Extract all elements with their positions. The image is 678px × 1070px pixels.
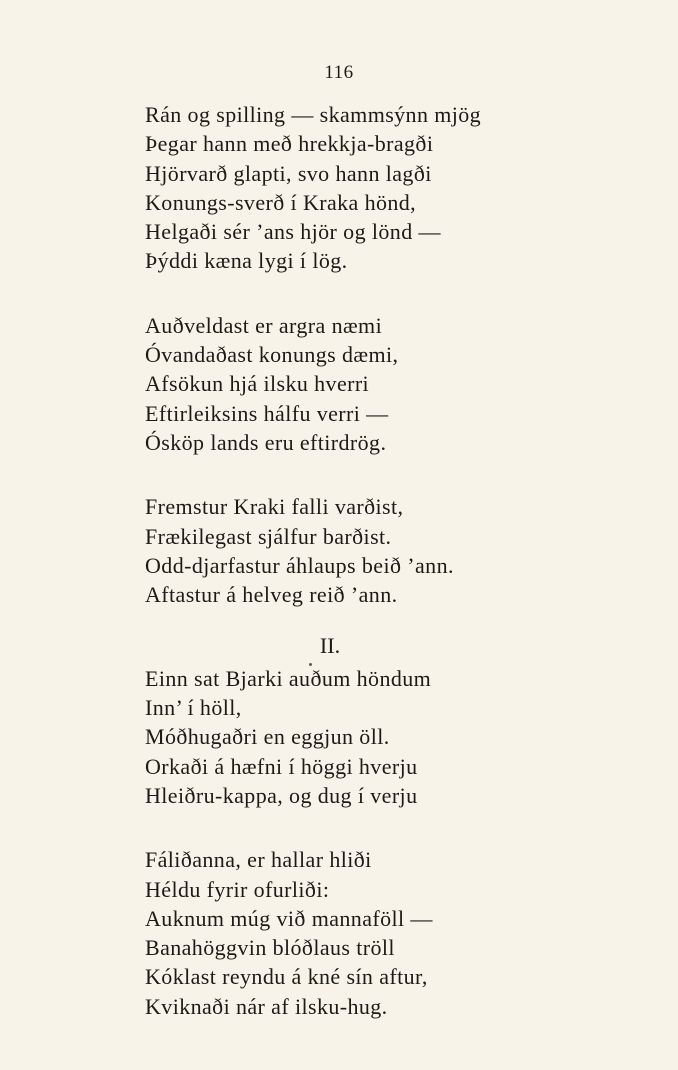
poem-line: Helgaði sér ’ans hjör og lönd — [145,219,441,245]
poem-line: Þýddi kæna lygi í lög. [145,248,348,274]
poem-line: Einn sat Bjarki auðum höndum [145,665,432,691]
stanza-4 [145,664,565,810]
stanza-5 [145,845,565,1021]
poem-line: Afsökun hjá ilsku hverri [145,371,370,397]
poem-line: Kóklast reyndu á kné sín aftur, [145,964,428,990]
poem-line: Óvandaðast konungs dæmi, [145,342,399,368]
poem-line: Odd-djarfastur áhlaups beið ’ann. [145,552,454,578]
page-number: 116 [324,62,354,83]
poem-line: Héldu fyrir ofurliði: [145,876,330,902]
poem-line: Hleiðru-kappa, og dug í verju [145,782,418,808]
stanza-2 [145,311,565,457]
poem-line: Aftastur á helveg reið ’ann. [145,582,398,608]
poem-line: Kviknaði nár af ilsku-hug. [145,993,388,1019]
stanza-3 [145,492,565,609]
poem-line: Fáliðanna, er hallar hliði [145,847,372,873]
poem-line: Hjörvarð glapti, svo hann lagði [145,160,432,186]
poem-line: Rán og spilling — skammsýnn mjög [145,102,482,127]
stanza-1 [145,100,565,276]
poem-line: Banahöggvin blóðlaus tröll [145,935,395,961]
poem-line: Móðhugaðri en eggjun öll. [145,724,390,750]
poem-line: Eftirleiksins hálfu verri — [145,400,389,426]
poem-line: Orkaði á hæfni í höggi hverju [145,753,418,779]
poem-text [145,100,565,1021]
ink-speck [309,663,312,666]
poem-line: Konungs-sverð í Kraka hönd, [145,189,417,215]
poem-line: Ósköp lands eru eftirdrög. [145,429,387,455]
poem-line: Þegar hann með hrekkja-bragði [145,131,434,157]
poem-line: Auknum múg við mannaföll — [145,905,433,931]
poem-line: Frækilegast sjálfur barðist. [145,523,392,549]
poem-line: Inn’ í höll, [145,695,242,721]
poem-line: Fremstur Kraki falli varðist, [145,494,404,520]
poem-line: Auðveldast er argra næmi [145,312,383,338]
section-heading: II. [319,633,341,659]
